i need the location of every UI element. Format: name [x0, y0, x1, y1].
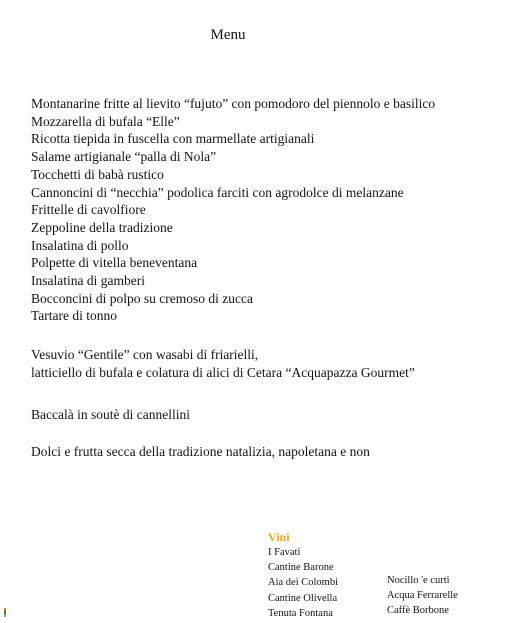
primo-course: [31, 346, 415, 381]
antipasti-list: [31, 95, 435, 325]
menu-item: Zeppoline della tradizione: [31, 219, 173, 235]
menu-item: Polpette di vitella beneventana: [31, 255, 198, 271]
menu-item: Cannoncini di “necchia” podolica farciti con agrodolce di melanzane: [31, 184, 404, 200]
drink-item: Nocillo 'e curti: [387, 575, 450, 586]
wine-list: [268, 529, 338, 621]
menu-item: Salame artigianale “palla di Nola”: [31, 149, 217, 165]
menu-item: Insalatina di gamberi: [31, 273, 145, 289]
menu-item: Tartare di tonno: [31, 308, 118, 324]
wine-item: Cantine Barone: [268, 562, 334, 574]
wine-list-title: Vini: [268, 530, 290, 544]
drinks-list: [387, 573, 458, 619]
menu-item: Mozzarella di bufala “Elle”: [31, 113, 180, 129]
menu-item: latticiello di bufala e colatura di alici di Cetara “Acquapazza Gourmet”: [31, 364, 415, 380]
menu-item: Vesuvio “Gentile” con wasabi di friarielli,: [31, 347, 259, 362]
wine-item: I Favati: [268, 547, 301, 558]
menu-item: Tocchetti di babà rustico: [31, 166, 164, 182]
dessert-course: [31, 443, 370, 461]
menu-item: Montanarine fritte al lievito “fujuto” con pomodoro del piennolo e basilico: [31, 96, 436, 111]
drink-item: Acqua Ferrarelle: [387, 590, 458, 602]
secondo-course: [31, 406, 190, 424]
menu-item: Ricotta tiepida in fuscella con marmellate artigianali: [31, 131, 315, 147]
menu-item: Baccalà in soutè di cannellini: [31, 407, 190, 422]
menu-item: Insalatina di pollo: [31, 237, 129, 253]
menu-item: Frittelle di cavolfiore: [31, 202, 146, 218]
wine-item: Cantine Olivella: [268, 592, 338, 604]
menu-item: Dolci e frutta secca della tradizione natalizia, napoletana e non: [31, 444, 370, 459]
drink-item: Caffè Borbone: [387, 605, 449, 617]
menu-title: Menu: [210, 27, 246, 43]
menu-item: Bocconcini di polpo su cremoso di zucca: [31, 290, 253, 306]
wine-item: Aia dei Colombi: [268, 577, 338, 589]
wine-item: Tenuta Fontana: [268, 607, 333, 619]
logo-mark-icon: [3, 608, 7, 617]
